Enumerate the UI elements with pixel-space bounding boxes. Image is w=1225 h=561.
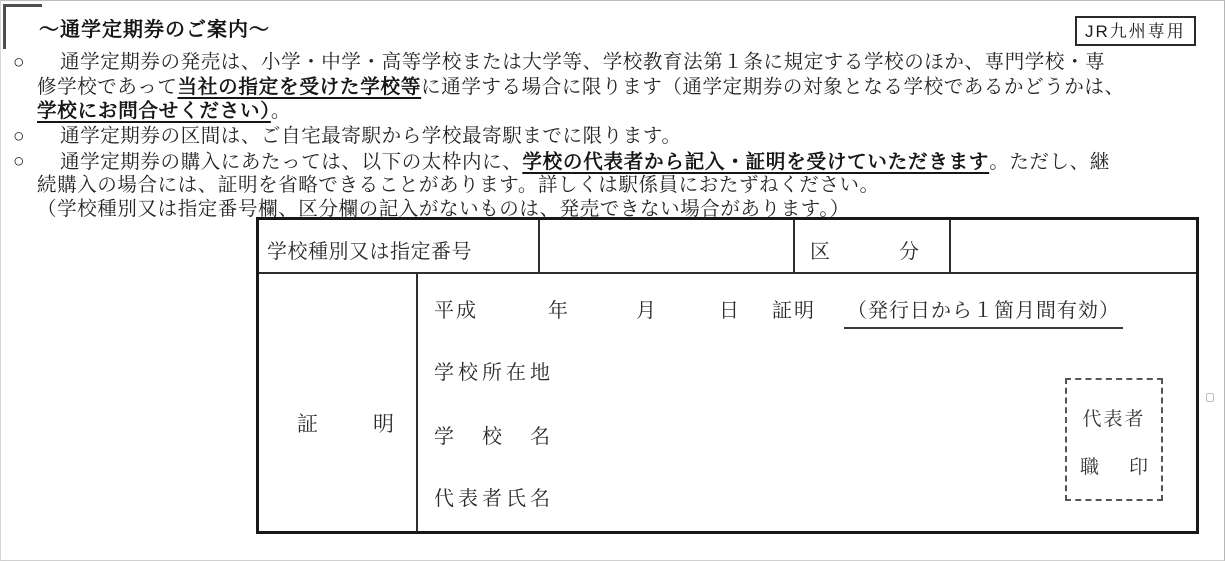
notice-line-3 — [1, 99, 1225, 124]
year-label: 年 — [548, 300, 568, 322]
seal-box-label — [1067, 452, 1161, 479]
seal-box-label: 代表者 — [1082, 409, 1146, 430]
emphasized-text: 学校にお問合せください） — [37, 100, 271, 122]
page-title: ～通学定期券のご案内～ — [39, 19, 270, 41]
notice-text: 。 — [270, 101, 291, 122]
certify-label: 証 — [297, 412, 318, 436]
notice-text: に通学する場合に限ります（通学定期券の対象となる学校であるかどうかは、 — [421, 77, 1125, 98]
certified-label: 証明 — [772, 300, 816, 322]
circle-bullet-icon: ○ — [13, 126, 26, 147]
notice-text: 通学定期券の発売は、小学・中学・高等学校または大学等、学校教育法第１条に規定する学校のほか、専門学校・専 — [60, 52, 1106, 73]
circle-bullet-icon: ○ — [13, 151, 26, 172]
table-column-divider — [416, 274, 418, 531]
table-column-divider — [949, 220, 951, 272]
notice-text: 修学校であって — [37, 77, 178, 98]
notice-line-5 — [1, 150, 1225, 175]
emphasized-text: 当社の指定を受けた学校等 — [177, 76, 422, 98]
notice-line-6 — [1, 174, 1225, 198]
scan-artifact — [1206, 393, 1214, 402]
notice-text: 続購入の場合には、証明を省略できることがあります。詳しくは駅係員におたずねください。 — [37, 175, 880, 196]
era-label: 平成 — [434, 300, 478, 322]
notice-line-4 — [1, 125, 1225, 149]
circle-bullet-icon: ○ — [13, 52, 26, 73]
certification-row-header — [259, 408, 416, 438]
emphasized-text: 学校の代表者から記入・証明を受けていただきます — [522, 151, 990, 173]
day-label: 日 — [719, 300, 739, 322]
month-label: 月 — [636, 300, 656, 322]
school-address-label: 学校所在地 — [434, 362, 554, 384]
notice-text: 通学定期券の購入にあたっては、以下の太枠内に、 — [60, 152, 523, 173]
certification-date-line — [434, 294, 1123, 323]
school-type-header-cell: 学校種別又は指定番号 — [267, 241, 472, 263]
table-column-divider — [538, 220, 540, 272]
scan-corner-mark — [3, 4, 42, 49]
seal-label: 職 — [1080, 457, 1100, 478]
table-row-divider — [259, 272, 1196, 274]
validity-note: （発行日から１箇月間有効） — [844, 300, 1123, 329]
representative-seal-box — [1065, 378, 1163, 501]
jr-kyushu-only-badge: JR九州専用 — [1075, 16, 1196, 46]
notice-line-2 — [1, 75, 1225, 100]
category-header-cell — [793, 235, 949, 264]
school-name-label: 学 校 名 — [434, 426, 554, 448]
seal-label: 印 — [1128, 457, 1148, 478]
notice-text: （学校種別又は指定番号欄、区分欄の記入がないものは、発売できない場合があります。） — [37, 199, 850, 220]
notice-text: 。ただし、継 — [989, 152, 1110, 173]
representative-name-label: 代表者氏名 — [434, 488, 554, 510]
category-label: 分 — [899, 241, 919, 263]
notice-text: 通学定期券の区間は、ご自宅最寄駅から学校最寄駅までに限ります。 — [60, 126, 682, 147]
certify-label: 明 — [373, 412, 394, 436]
category-label: 区 — [810, 241, 830, 263]
certification-form-table — [256, 217, 1199, 534]
notice-line-1 — [1, 51, 1225, 75]
